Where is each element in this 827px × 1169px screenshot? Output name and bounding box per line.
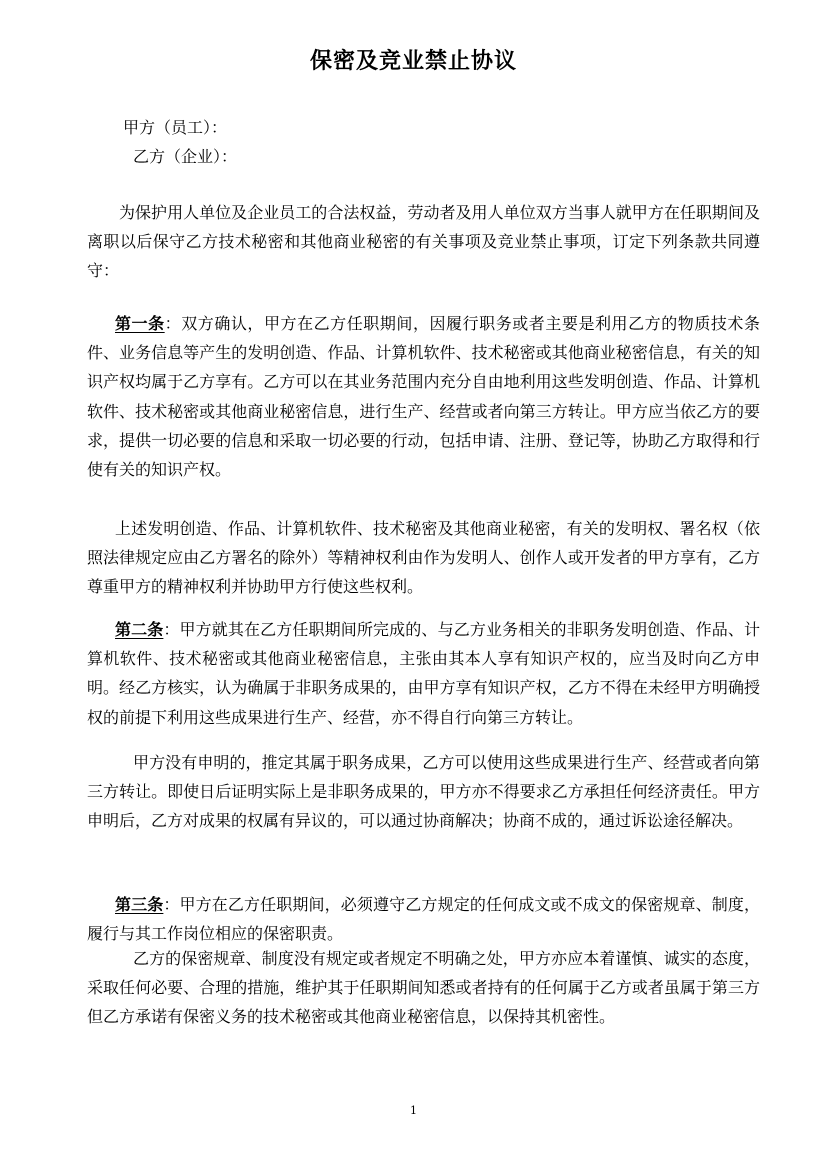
article-3-text: 甲方在乙方任职期间，必须遵守乙方规定的任何成文或不成文的保密规章、制度，履行与其工作岗位相应的保密职责。	[87, 895, 760, 944]
article-1-paragraph	[87, 309, 760, 484]
article-3-paragraph	[87, 890, 760, 948]
article-2-label: 第二条	[115, 620, 164, 639]
article-3-label: 第三条	[115, 895, 164, 914]
party-b-line: 乙方（企业）：	[133, 147, 238, 166]
article-3-continuation: 乙方的保密规章、制度没有规定或者规定不明确之处，甲方亦应本着谨慎、诚实的态度，采取任何必要、合理的措施，维护其于任职期间知悉或者持有的任何属于乙方或者虽属于第三方但乙方承诺有保密义务的技术秘密或其他商业秘密信息，以保持其机密性。	[87, 949, 760, 1027]
article-1-separator: ：	[164, 314, 182, 333]
article-2-paragraph	[87, 615, 760, 732]
party-a-line: 甲方（员工）：	[123, 118, 228, 137]
preamble-paragraph: 为保护用人单位及企业员工的合法权益，劳动者及用人单位双方当事人就甲方在任职期间及离职以后保守乙方技术秘密和其他商业秘密的有关事项及竞业禁止事项，订定下列条款共同遵守：	[87, 203, 760, 281]
page-number: 1	[410, 1104, 417, 1117]
article-2-continuation: 甲方没有申明的，推定其属于职务成果，乙方可以使用这些成果进行生产、经营或者向第三方转让。即使日后证明实际上是非职务成果的，甲方亦不得要求乙方承担任何经济责任。甲方申明后，乙方对成果的权属有异议的，可以通过协商解决；协商不成的，通过诉讼途径解决。	[87, 753, 760, 831]
article-1-text: 双方确认，甲方在乙方任职期间，因履行职务或者主要是利用乙方的物质技术条件、业务信息等产生的发明创造、作品、计算机软件、技术秘密或其他商业秘密信息，有关的知识产权均属于乙方享有。乙方可以在其业务范围内充分自由地利用这些发明创造、作品、计算机软件、技术秘密或其他商业秘密信息，进行生产、经营或者向第三方转让。甲方应当依乙方的要求，提供一切必要的信息和采取一切必要的行动，包括申请、注册、登记等，协助乙方取得和行使有关的知识产权。	[87, 314, 760, 480]
article-2-separator: ：	[163, 620, 180, 639]
article-1-label: 第一条	[115, 314, 165, 333]
document-title: 保密及竞业禁止协议	[309, 49, 517, 74]
article-3-separator: ：	[163, 895, 180, 914]
article-1-continuation: 上述发明创造、作品、计算机软件、技术秘密及其他商业秘密，有关的发明权、署名权（依照法律规定应由乙方署名的除外）等精神权利由作为发明人、创作人或开发者的甲方享有，乙方尊重甲方的精神权利并协助甲方行使这些权利。	[87, 519, 760, 597]
article-2-text: 甲方就其在乙方任职期间所完成的、与乙方业务相关的非职务发明创造、作品、计算机软件、技术秘密或其他商业秘密信息，主张由其本人享有知识产权的，应当及时向乙方申明。经乙方核实，认为确属于非职务成果的，由甲方享有知识产权，乙方不得在未经甲方明确授权的前提下利用这些成果进行生产、经营，亦不得自行向第三方转让。	[87, 620, 760, 727]
